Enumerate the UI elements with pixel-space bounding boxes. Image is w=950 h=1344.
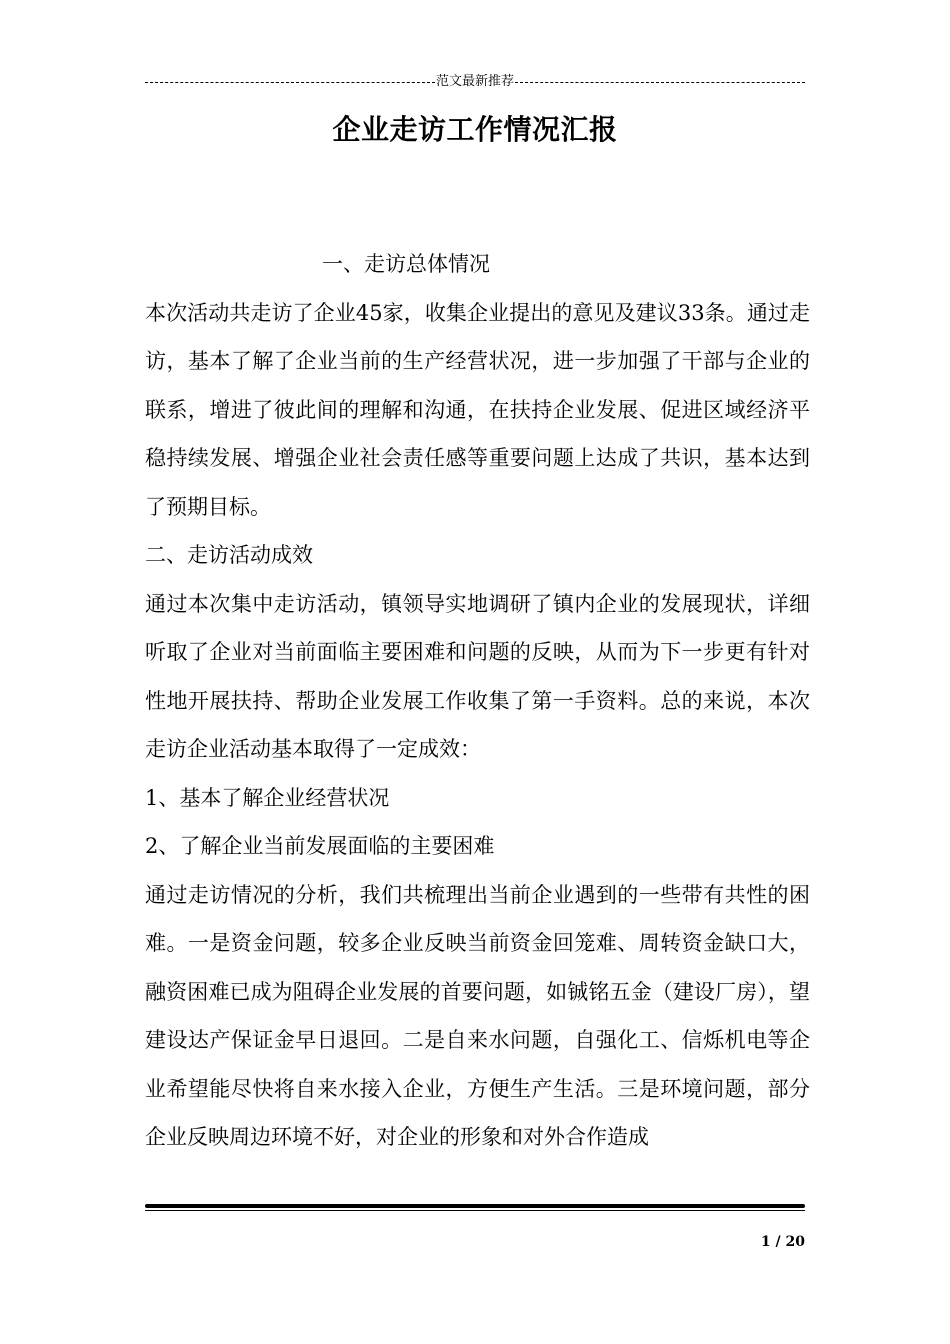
page-header [145, 73, 805, 91]
paragraph-overview: 本次活动共走访了企业45家，收集企业提出的意见及建议33条。通过走访，基本了解了企业当前的生产经营状况，进一步加强了干部与企业的联系，增进了彼此间的理解和沟通，在扶持企业发展、促进区域经济平稳持续发展、增强企业社会责任感等重要问题上达成了共识，基本达到了预期目标。 [145, 300, 810, 519]
page-number: 1 / 20 [760, 1234, 805, 1250]
header-dash-right [515, 82, 805, 83]
paragraph-difficulties: 通过走访情况的分析，我们共梳理出当前企业遇到的一些带有共性的困难。一是资金问题，较多企业反映当前资金回笼难、周转资金缺口大，融资困难已成为阻碍企业发展的首要问题，如铖铭五金（建设厂房），望建设达产保证金早日退回。二是自来水问题，自强化工、信烁机电等企业希望能尽快将自来水接入企业，方便生产生活。三是环境问题，部分企业反映周边环境不好，对企业的形象和对外合作造成 [145, 882, 810, 1149]
footer-rule-thick [145, 1204, 805, 1208]
list-item-2: 2、了解企业当前发展面临的主要困难 [145, 834, 495, 858]
header-dash-left [145, 82, 435, 83]
section-heading-results: 二、走访活动成效 [145, 543, 313, 567]
document-body [145, 240, 810, 1162]
section-heading-overview: 一、走访总体情况 [322, 252, 490, 276]
header-label: 范文最新推荐 [436, 74, 515, 89]
document-title: 企业走访工作情况汇报 [332, 113, 618, 146]
paragraph-results: 通过本次集中走访活动，镇领导实地调研了镇内企业的发展现状，详细听取了企业对当前面临主要困难和问题的反映，从而为下一步更有针对性地开展扶持、帮助企业发展工作收集了第一手资料。总的来说，本次走访企业活动基本取得了一定成效： [145, 591, 810, 761]
list-item-1: 1、基本了解企业经营状况 [145, 785, 390, 810]
footer-rule-thin [145, 1210, 805, 1211]
